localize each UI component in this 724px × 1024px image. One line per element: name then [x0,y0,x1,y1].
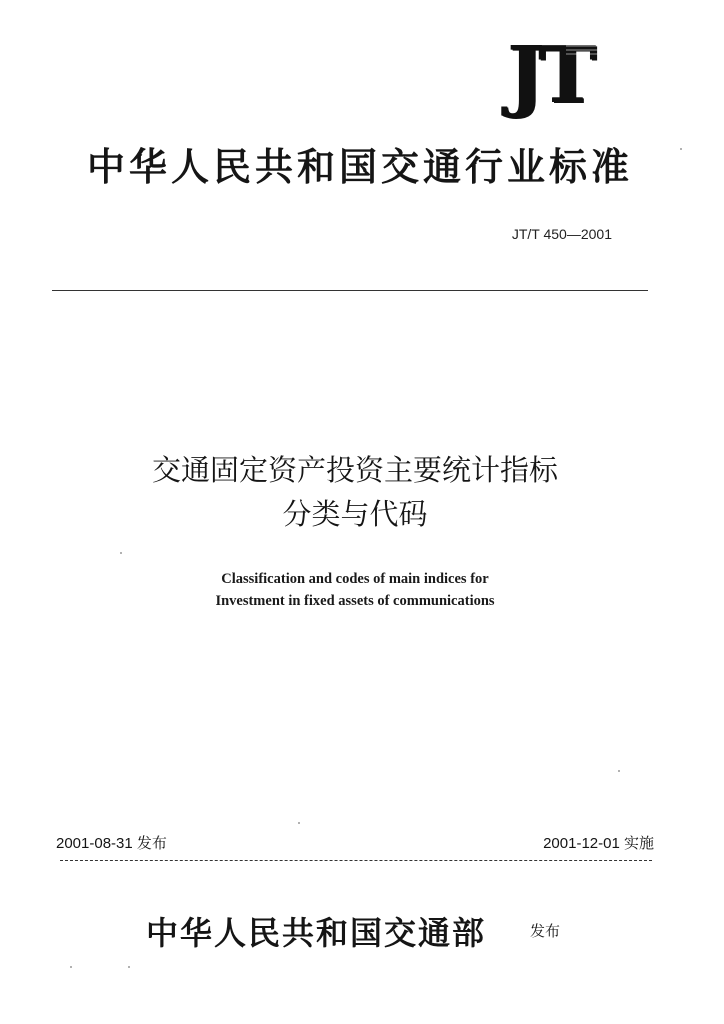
jt-logo: JT [508,30,591,121]
english-title [90,568,620,612]
chinese-title-line-1: 交通固定资产投资主要统计指标 [151,453,558,487]
standard-code: JT/T 450—2001 [511,226,612,242]
issue-action-label: 发布 [530,922,561,940]
scan-speck [128,966,130,968]
scan-speck [70,966,72,968]
scan-speck [680,148,682,150]
footer-divider [60,860,652,861]
chinese-title [60,448,650,536]
scan-speck [298,822,300,824]
issuing-authority: 中华人民共和国交通部 [146,914,487,952]
english-title-line-2: Investment in fixed assets of communications [215,593,495,609]
header-divider [52,290,648,291]
organization-header: 中华人民共和国交通行业标准 [86,144,633,189]
chinese-title-line-2: 分类与代码 [282,497,428,531]
issue-date: 2001-08-31 发布 [56,835,167,852]
english-title-line-1: Classification and codes of main indices for [221,571,489,587]
scan-speck [120,552,122,554]
scan-speck [618,770,620,772]
effective-date: 2001-12-01 实施 [543,835,654,852]
